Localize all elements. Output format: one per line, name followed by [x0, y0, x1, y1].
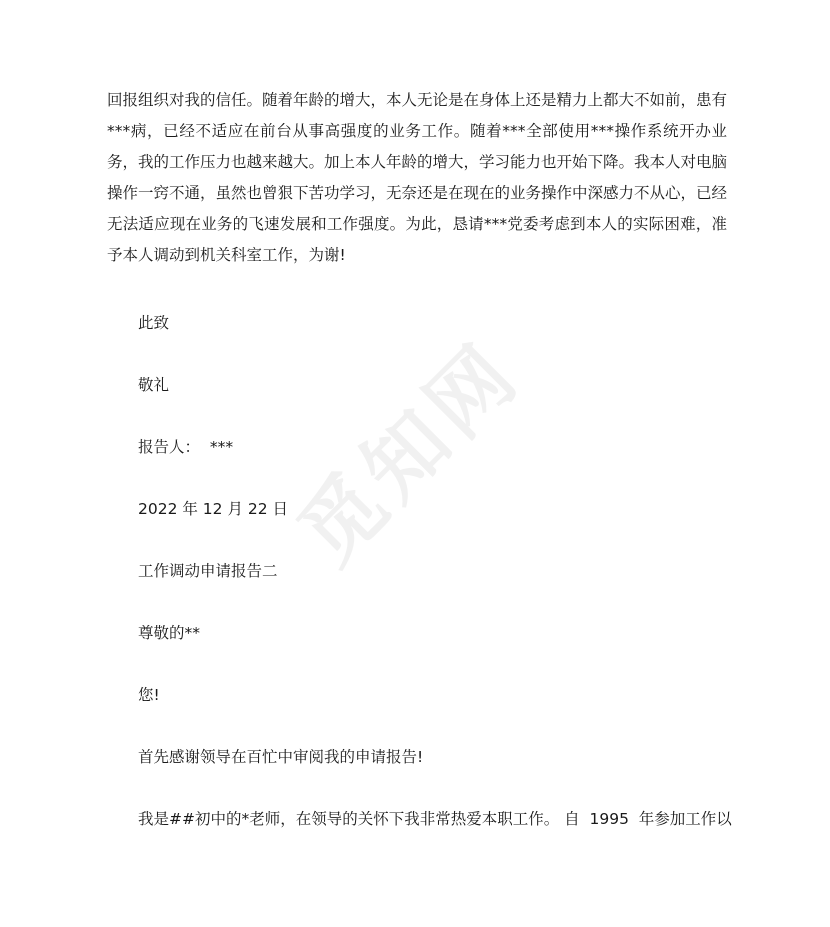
reporter-line: 报告人： ***: [138, 438, 234, 456]
date-line: 2022 年 12 月 22 日: [138, 500, 289, 518]
body-paragraph: 回报组织对我的信任。随着年龄的增大，本人无论是在身体上还是精力上都大不如前，患有***病，已经不适应在前台从事高强度的业务工作。随着***全部使用***操作系统开办业务，我的工作压力也越来越大。加上本人年龄的增大，学习能力也开始下降。我本人对电脑操作一窍不通，虽然也曾狠下苦功学习，无奈还是在现在的业务操作中深感力不从心，已经无法适应现在业务的飞速发展和工作强度。为此，恳请***党委考虑到本人的实际困难，准予本人调动到机关科室工作，为谢!: [107, 91, 728, 264]
thanks-line: 首先感谢领导在百忙中审阅我的申请报告!: [138, 748, 424, 766]
greeting-line: 您!: [138, 686, 160, 704]
section-heading: 工作调动申请报告二: [138, 562, 278, 580]
watermark-logo: 觅知网: [280, 324, 540, 583]
salutation-line: 尊敬的**: [138, 624, 201, 642]
closing-line-1: 此致: [138, 314, 170, 332]
closing-line-2: 敬礼: [138, 376, 170, 394]
intro-line: 我是##初中的*老师，在领导的关怀下我非常热爱本职工作。 自 1995 年参加工作以: [138, 810, 732, 828]
